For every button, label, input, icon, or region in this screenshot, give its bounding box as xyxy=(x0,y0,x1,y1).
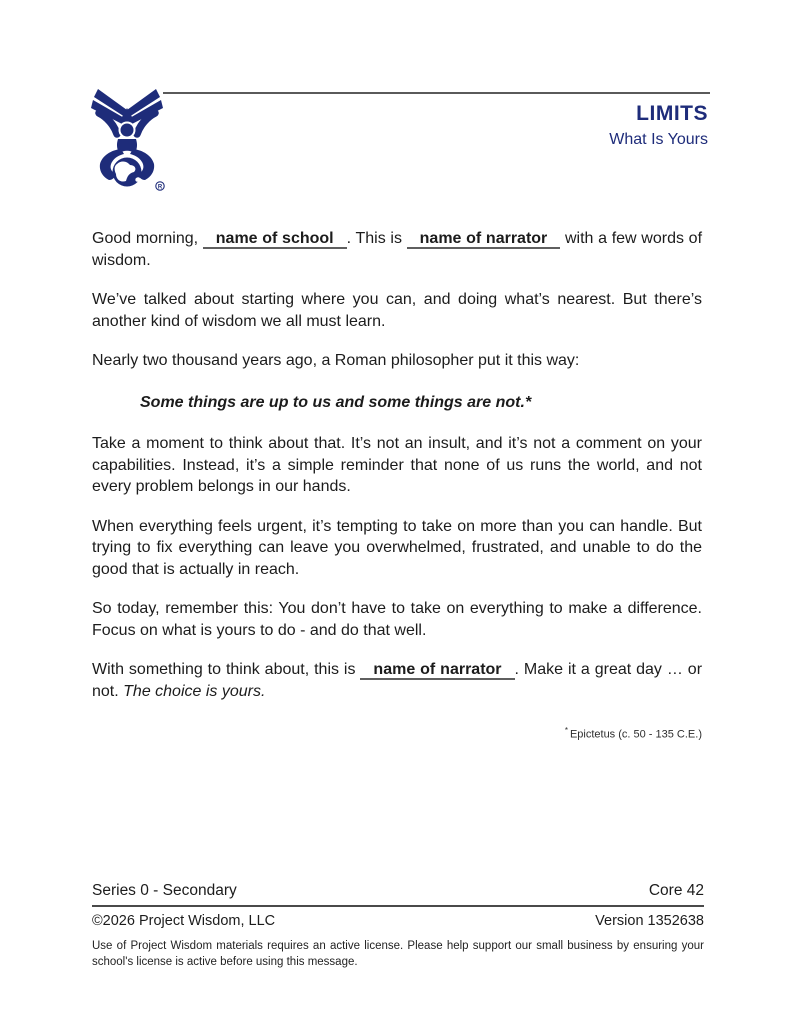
paragraph-setup: Nearly two thousand years ago, a Roman philosopher put it this way: xyxy=(92,352,580,369)
closing-mid: . Make it a great day … or not. xyxy=(92,661,703,700)
svg-text:R: R xyxy=(157,184,163,191)
footer-copyright-row xyxy=(92,913,704,929)
paragraph-closing xyxy=(92,659,702,702)
narrator-name-blank-2: name of narrator xyxy=(360,661,514,680)
script-body xyxy=(92,228,702,746)
header-divider xyxy=(163,92,710,94)
narrator-name-blank: name of narrator xyxy=(407,230,561,249)
school-name-blank: name of school xyxy=(203,230,347,249)
footer-series-row xyxy=(92,882,704,907)
license-note: Use of Project Wisdom materials requires an active license. Please help support our small business by ensuring your school's license is active before using this message. xyxy=(92,940,704,968)
masthead xyxy=(609,102,708,150)
registered-trademark-icon xyxy=(156,182,164,191)
greeting-lead: Good morning, xyxy=(92,230,203,247)
paragraph-greeting xyxy=(92,228,702,271)
page-title: LIMITS xyxy=(636,102,708,125)
version-number: Version 1352638 xyxy=(595,913,704,929)
paragraph-intro: We’ve talked about starting where you can, and doing what’s nearest. But there’s another kind of wisdom we all must learn. xyxy=(92,291,702,330)
core-number: Core 42 xyxy=(648,882,704,899)
greeting-tail: with a few words of wisdom. xyxy=(92,230,703,269)
quote-attribution xyxy=(92,720,702,746)
series-label: Series 0 - Secondary xyxy=(92,882,237,899)
closing-lead: With something to think about, this is xyxy=(92,661,361,678)
greeting-mid: . This is xyxy=(346,230,407,247)
closing-tagline: The choice is yours. xyxy=(123,682,266,700)
copyright-text: ©2026 Project Wisdom, LLC xyxy=(92,913,276,929)
philosopher-quote: Some things are up to us and some things are not.* xyxy=(140,393,532,411)
attribution-text: Epictetus (c. 50 - 135 C.E.) xyxy=(569,728,702,741)
paragraph-warning: When everything feels urgent, it’s tempting to take on more than you can handle. But trying to fix everything can leave you overwhelmed, frustrated, and unable to do the good that is actually in reach. xyxy=(92,517,702,578)
paragraph-advice: So today, remember this: You don’t have to take on everything to make a difference. Focus on what is yours to do - and do that well. xyxy=(92,600,702,639)
page-subtitle: What Is Yours xyxy=(609,131,708,148)
paragraph-reflection: Take a moment to think about that. It’s not an insult, and it’s not a comment on your capabilities. Instead, it’s a simple reminder that none of us runs the world, and not every problem belongs in our hands. xyxy=(92,435,702,495)
footnote-marker: * xyxy=(564,726,568,735)
project-wisdom-logo-icon xyxy=(89,86,167,194)
page-footer xyxy=(92,882,704,970)
